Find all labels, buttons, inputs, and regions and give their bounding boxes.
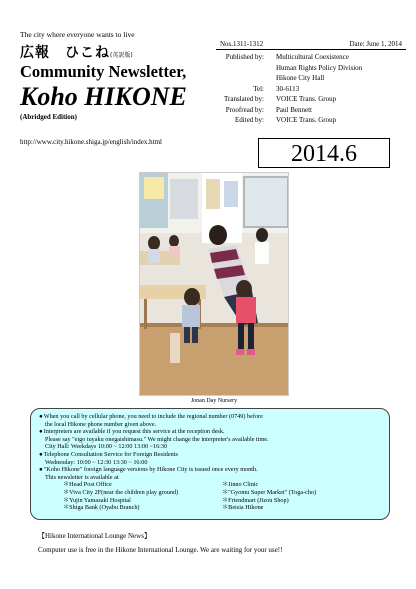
issue-date-box: 2014.6 [258,138,390,168]
nursery-photo [139,172,289,396]
detail-label: Edited by: [235,116,264,124]
info-interpreters-note: Please say "eigo tuyaku onegaishimasu." We might change the interpreter's available time. [45,435,269,443]
issue-line [216,40,406,50]
location-item: ＊Shiga Bank (Oyabu Branch) [63,504,140,512]
info-koho-versions: ● "Koho Hikone" foreign language versions by Hikone City is issued once every month. [39,466,381,474]
detail-value: Hikone City Hall [276,74,325,82]
newsletter-title: Community Newsletter, [20,62,187,81]
website-link[interactable]: http://www.city.hikone.shiga.jp/english/index.html [20,138,162,146]
publication-detail-row [216,73,406,84]
tagline: The city where everyone wants to live [20,30,135,39]
japanese-subtitle: (英訳版) [110,52,133,59]
locations-left [63,481,222,511]
publication-detail-row [216,52,406,63]
info-cellular: ● When you call by cellular phone, you need to include the regional number (0749) before [39,413,381,421]
detail-value: 30-6113 [276,84,300,93]
info-consultation-hours: Wednesday: 10:00 ~ 12:30 13:30 ~ 16:00 [45,458,148,466]
location-item: ＊Viva City 2F(near the children play ground) [63,488,179,496]
detail-label: Proofread by: [225,105,264,114]
abridged-label: (Abridged Edition) [20,113,77,121]
lounge-heading: 【Hikone International Lounge News】 [38,532,151,540]
publication-info [216,40,406,126]
detail-label [216,73,276,84]
detail-value: Multicultural Coexistence [276,53,349,61]
location-item: ＊Friendmart (Jizou Shop) [222,496,289,504]
japanese-title-text: 広報 ひこね [20,45,110,61]
info-interpreters: ● Interpreters are available if you request this service at the reception desk. [39,428,381,436]
location-item: ＊Jinno Clinic [222,481,259,489]
publication-detail-row [216,94,406,105]
publication-detail-row [216,105,406,116]
nursery-photo-illustration [140,173,289,396]
issue-numbers: Nos.1311-1312 [220,40,264,48]
publication-details [216,52,406,126]
detail-value: Human Rights Policy Division [276,63,363,72]
detail-value: VOICE Trans. Group [276,95,337,103]
info-phone-consultation: ● Telephone Consultation Service for Foreign Residents [39,451,381,459]
koho-hikone-title: Koho HIKONE [20,82,187,111]
publication-detail-row [216,115,406,126]
issue-date-line: Date: June 1, 2014 [349,40,402,48]
detail-label: Translated by: [224,95,264,103]
location-item: ＊Yujin Yamazaki Hospital [63,496,131,504]
info-availability: This newsletter is available at [45,473,119,481]
information-box [30,408,390,520]
locations-list [63,481,381,511]
japanese-title [20,42,133,62]
detail-label: Published by: [225,53,264,61]
detail-label [216,63,276,74]
detail-value: VOICE Trans. Group [276,116,337,124]
publication-detail-row [216,84,406,95]
location-item: ＊Beisia Hikone [222,504,264,512]
detail-value: Paul Bennett [276,105,312,114]
photo-caption: Jonan Day Nursery [190,398,238,404]
lounge-text: Computer use is free in the Hikone International Lounge. We are waiting for your use!! [38,546,283,554]
location-item: ＊Head Post Office [63,481,112,489]
publication-detail-row [216,63,406,74]
location-item: ＊"Gyomu Super Market" (Toga-cho) [222,488,317,496]
detail-label: Tel: [253,84,264,93]
locations-right [222,481,381,511]
info-cellular-cont: the local Hikone phone number given above. [45,420,157,428]
info-city-hall-hours: City Hall: Weekdays 10:00 ~ 12:00 13:00 ~16:30 [45,443,168,451]
